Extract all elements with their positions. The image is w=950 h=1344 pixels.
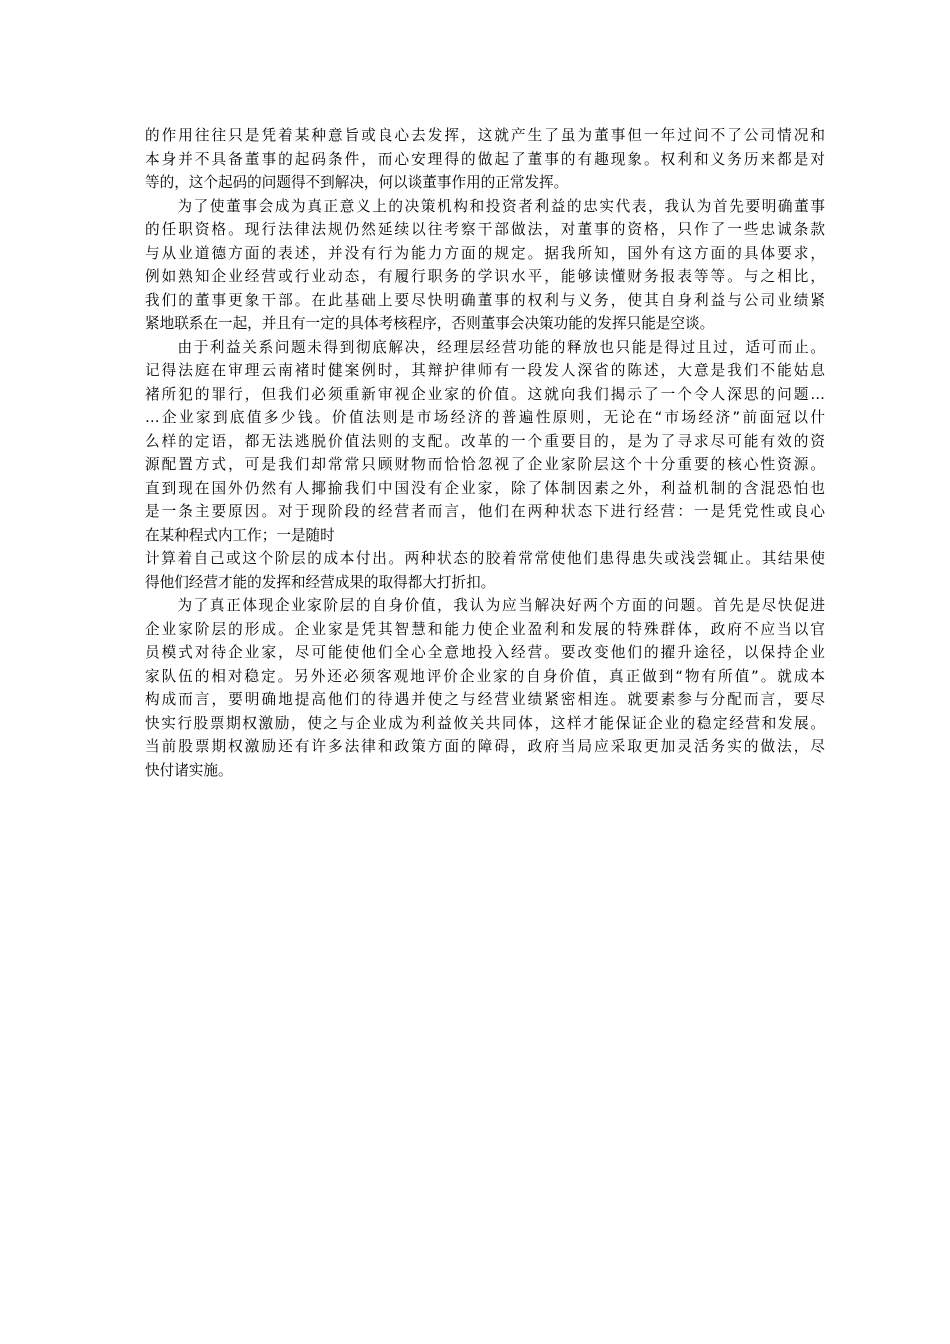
text-line: 得他们经营才能的发挥和经营成果的取得都大打折扣。 — [145, 573, 496, 591]
text-line: 记得法庭在审理云南褚时健案例时，其辩护律师有一段发人深省的陈述，大意是我们不能姑息 — [145, 362, 825, 379]
body-text — [145, 124, 825, 782]
text-line: 的任职资格。现行法律法规仍然延续以往考察干部做法，对董事的资格，只作了一些忠诚条款 — [145, 221, 825, 238]
text-line: 么样的定语，都无法逃脱价值法则的支配。改革的一个重要目的，是为了寻求尽可能有效的资 — [145, 432, 825, 450]
text-line: 计算着自己或这个阶层的成本付出。两种状态的胶着常常使他们患得患失或浅尝辄止。其结果使 — [145, 550, 825, 567]
text-line: 为了真正体现企业家阶层的自身价值，我认为应当解决好两个方面的问题。首先是尽快促进 — [145, 597, 825, 614]
text-line: 我们的董事更象干部。在此基础上要尽快明确董事的权利与义务，使其自身利益与公司业绩紧 — [145, 291, 825, 309]
text-line: 源配置方式，可是我们却常常只顾财物而恰恰忽视了企业家阶层这个十分重要的核心性资源。 — [145, 456, 825, 473]
text-line: …企业家到底值多少钱。价值法则是市场经济的普遍性原则，无论在“市场经济”前面冠以什 — [145, 409, 825, 426]
text-line: 本身并不具备董事的起码条件，而心安理得的做起了董事的有趣现象。权利和义务历来都是对 — [145, 150, 825, 168]
text-line: 员模式对待企业家，尽可能使他们全心全意地投入经营。要改变他们的擢升途径，以保持企业 — [145, 644, 825, 661]
text-line: 企业家阶层的形成。企业家是凭其智慧和能力使企业盈利和发展的特殊群体，政府不应当以官 — [145, 620, 825, 638]
text-line: 在某种程式内工作；一是随时 — [145, 526, 335, 544]
text-line: 快付诸实施。 — [145, 761, 233, 779]
text-line: 由于利益关系问题未得到彻底解决，经理层经营功能的释放也只能是得过且过，适可而止。 — [145, 338, 825, 356]
text-line: 为了使董事会成为真正意义上的决策机构和投资者利益的忠实代表，我认为首先要明确董事 — [145, 197, 825, 215]
text-line: 直到现在国外仍然有人揶揄我们中国没有企业家，除了体制因素之外，利益机制的含混恐怕也 — [145, 479, 825, 497]
text-line: 等的，这个起码的问题得不到解决，何以谈董事作用的正常发挥。 — [145, 174, 569, 191]
text-line: 构成而言，要明确地提高他们的待遇并使之与经营业绩紧密相连。就要素参与分配而言，要尽 — [145, 691, 825, 708]
text-line: 褚所犯的罪行，但我们必须重新审视企业家的价值。这就向我们揭示了一个令人深思的问题… — [145, 385, 825, 403]
text-line: 的作用往往只是凭着某种意旨或良心去发挥，这就产生了虽为董事但一年过问不了公司情况和 — [145, 127, 825, 144]
text-line: 家队伍的相对稳定。另外还必须客观地评价企业家的自身价值，真正做到“物有所值”。就成本 — [145, 667, 825, 685]
text-line: 是一条主要原因。对于现阶段的经营者而言，他们在两种状态下进行经营：一是凭党性或良心 — [145, 503, 825, 520]
text-line: 与从业道德方面的表述，并没有行为能力方面的规定。据我所知，国外有这方面的具体要求， — [145, 244, 825, 262]
text-line: 快实行股票期权激励，使之与企业成为利益攸关共同体，这样才能保证企业的稳定经营和发展。 — [145, 714, 825, 732]
text-line: 紧地联系在一起，并且有一定的具体考核程序，否则董事会决策功能的发挥只能是空谈。 — [145, 315, 715, 332]
text-line: 例如熟知企业经营或行业动态，有履行职务的学识水平，能够读懂财务报表等等。与之相比， — [145, 268, 825, 285]
text-line: 当前股票期权激励还有许多法律和政策方面的障碍，政府当局应采取更加灵活务实的做法，尽 — [145, 738, 825, 755]
